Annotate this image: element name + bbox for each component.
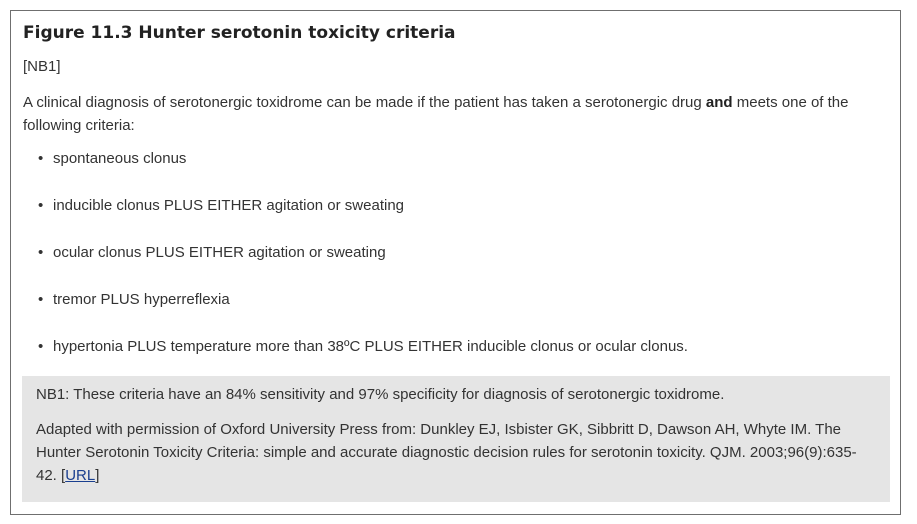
- notes-panel: [22, 376, 890, 502]
- link-bracket-close: ]: [95, 467, 100, 484]
- bullet-icon: •: [38, 291, 44, 308]
- bullet-icon: •: [38, 244, 44, 261]
- criteria-text: tremor PLUS hyperreflexia: [53, 291, 230, 308]
- criteria-item: [23, 242, 883, 289]
- link-bracket-open: [: [61, 467, 66, 484]
- criteria-item: [23, 289, 883, 336]
- intro-text-after: meets one of the following criteria:: [23, 94, 849, 134]
- bullet-icon: •: [38, 197, 44, 214]
- url-link[interactable]: URL: [65, 467, 96, 484]
- bullet-icon: •: [38, 338, 44, 355]
- note-citation: [36, 418, 876, 487]
- citation-text: Adapted with permission of Oxford University Press from: Dunkley EJ, Isbister GK, Sibbritt D, Dawson AH, Whyte IM. The Hunter Serotonin Toxicity Criteria: simple and accurate diagnostic decision rules for serotonin toxicity. QJM. 2003;96(9):635-42.: [36, 421, 857, 484]
- criteria-text: hypertonia PLUS temperature more than 38ºC PLUS EITHER inducible clonus or ocular clonus.: [53, 338, 688, 355]
- criteria-text: spontaneous clonus: [53, 150, 187, 167]
- criteria-item: [23, 148, 883, 195]
- criteria-text: ocular clonus PLUS EITHER agitation or sweating: [53, 244, 386, 261]
- figure-title: Figure 11.3 Hunter serotonin toxicity criteria: [23, 23, 456, 43]
- note-sensitivity: NB1: These criteria have an 84% sensitivity and 97% specificity for diagnosis of serotonergic toxidrome.: [36, 386, 725, 403]
- intro-text-before: A clinical diagnosis of serotonergic toxidrome can be made if the patient has taken a serotonergic drug: [23, 94, 706, 111]
- criteria-text: inducible clonus PLUS EITHER agitation or sweating: [53, 197, 405, 214]
- criteria-list: [23, 148, 883, 383]
- criteria-item: [23, 195, 883, 242]
- intro-bold-and: and: [705, 94, 733, 111]
- nb-reference: [NB1]: [23, 58, 61, 75]
- figure-box: [10, 10, 901, 515]
- bullet-icon: •: [38, 150, 44, 167]
- intro-paragraph: [23, 91, 885, 137]
